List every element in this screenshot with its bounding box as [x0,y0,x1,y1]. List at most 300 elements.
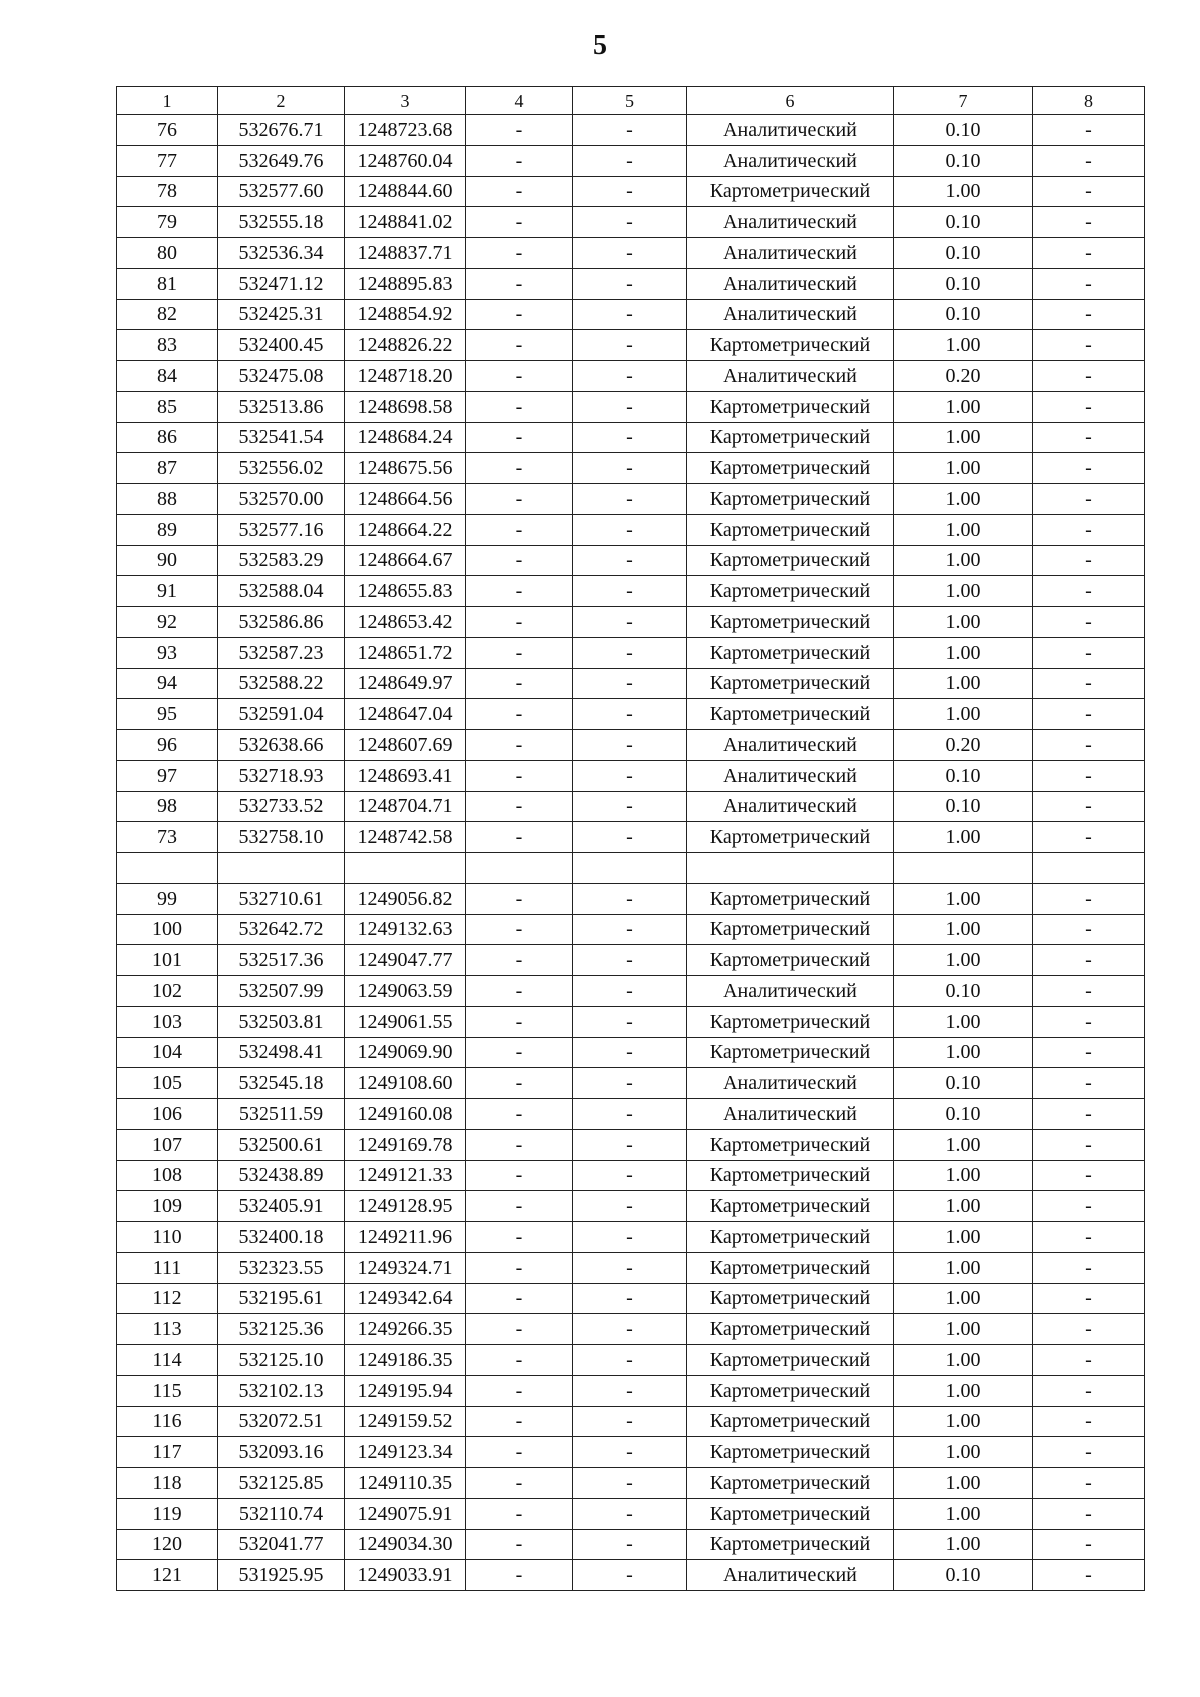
cell-col-8: - [1033,668,1145,699]
cell-col-8: - [1033,1437,1145,1468]
cell-col-4: - [466,1129,573,1160]
cell-y-coordinate: 1249195.94 [345,1375,466,1406]
cell-accuracy: 1.00 [894,1006,1033,1037]
cell-method: Картометрический [687,1375,894,1406]
cell-accuracy: 1.00 [894,176,1033,207]
cell-x-coordinate [218,853,345,884]
cell-point-number: 79 [117,207,218,238]
cell-accuracy: 1.00 [894,1129,1033,1160]
cell-method: Картометрический [687,422,894,453]
table-row [117,1252,1145,1283]
cell-col-4: - [466,607,573,638]
cell-point-number: 117 [117,1437,218,1468]
cell-accuracy: 0.10 [894,1560,1033,1591]
cell-col-8: - [1033,545,1145,576]
cell-col-5: - [573,361,687,392]
cell-method: Аналитический [687,361,894,392]
cell-point-number: 106 [117,1099,218,1130]
cell-col-5: - [573,1283,687,1314]
cell-accuracy: 1.00 [894,699,1033,730]
cell-col-4: - [466,514,573,545]
cell-x-coordinate: 532500.61 [218,1129,345,1160]
cell-col-5: - [573,1529,687,1560]
cell-y-coordinate: 1248698.58 [345,391,466,422]
cell-col-8: - [1033,791,1145,822]
cell-point-number: 111 [117,1252,218,1283]
cell-x-coordinate: 532471.12 [218,268,345,299]
cell-method: Аналитический [687,268,894,299]
table-row [117,115,1145,146]
cell-x-coordinate: 532577.60 [218,176,345,207]
cell-x-coordinate: 532195.61 [218,1283,345,1314]
cell-col-5: - [573,1345,687,1376]
cell-accuracy: 1.00 [894,576,1033,607]
table-row [117,545,1145,576]
cell-point-number: 105 [117,1068,218,1099]
cell-point-number: 116 [117,1406,218,1437]
cell-accuracy: 1.00 [894,668,1033,699]
cell-col-4: - [466,1160,573,1191]
cell-x-coordinate: 532556.02 [218,453,345,484]
cell-x-coordinate: 532513.86 [218,391,345,422]
table-row [117,176,1145,207]
cell-col-5: - [573,453,687,484]
cell-x-coordinate: 532323.55 [218,1252,345,1283]
cell-accuracy: 0.10 [894,145,1033,176]
cell-col-8: - [1033,268,1145,299]
cell-y-coordinate: 1249033.91 [345,1560,466,1591]
cell-y-coordinate: 1248653.42 [345,607,466,638]
cell-method: Картометрический [687,1406,894,1437]
cell-x-coordinate: 532591.04 [218,699,345,730]
cell-y-coordinate: 1248841.02 [345,207,466,238]
cell-method: Аналитический [687,115,894,146]
cell-method: Картометрический [687,1345,894,1376]
cell-point-number: 78 [117,176,218,207]
cell-accuracy: 1.00 [894,1406,1033,1437]
cell-y-coordinate: 1249266.35 [345,1314,466,1345]
cell-accuracy: 1.00 [894,1375,1033,1406]
cell-col-4: - [466,1222,573,1253]
cell-point-number: 101 [117,945,218,976]
cell-col-5: - [573,760,687,791]
table-row [117,1222,1145,1253]
cell-col-5: - [573,1375,687,1406]
cell-col-5: - [573,1560,687,1591]
cell-col-5: - [573,145,687,176]
cell-col-4: - [466,1437,573,1468]
cell-col-4: - [466,361,573,392]
cell-accuracy: 1.00 [894,1345,1033,1376]
cell-method: Картометрический [687,883,894,914]
cell-accuracy: 0.10 [894,299,1033,330]
cell-x-coordinate: 532072.51 [218,1406,345,1437]
cell-point-number: 94 [117,668,218,699]
table-row [117,822,1145,853]
cell-accuracy: 1.00 [894,453,1033,484]
cell-y-coordinate: 1248647.04 [345,699,466,730]
table-header-row [117,87,1145,115]
cell-col-8: - [1033,1099,1145,1130]
cell-col-8: - [1033,1560,1145,1591]
cell-accuracy: 1.00 [894,1252,1033,1283]
cell-method: Картометрический [687,484,894,515]
column-header-6: 6 [687,87,894,115]
table-row [117,668,1145,699]
cell-point-number: 99 [117,883,218,914]
cell-x-coordinate: 532125.36 [218,1314,345,1345]
cell-col-4: - [466,822,573,853]
cell-x-coordinate: 531925.95 [218,1560,345,1591]
cell-method: Картометрический [687,699,894,730]
cell-col-4: - [466,207,573,238]
cell-col-4: - [466,391,573,422]
cell-col-5: - [573,976,687,1007]
cell-y-coordinate: 1248723.68 [345,115,466,146]
cell-col-4: - [466,883,573,914]
cell-method: Картометрический [687,1129,894,1160]
cell-accuracy: 1.00 [894,391,1033,422]
cell-y-coordinate: 1249186.35 [345,1345,466,1376]
cell-point-number: 110 [117,1222,218,1253]
cell-col-8: - [1033,115,1145,146]
cell-y-coordinate: 1248664.67 [345,545,466,576]
cell-col-5: - [573,1406,687,1437]
cell-col-8: - [1033,484,1145,515]
table-row [117,145,1145,176]
cell-accuracy: 0.20 [894,730,1033,761]
cell-col-5: - [573,1498,687,1529]
cell-point-number: 120 [117,1529,218,1560]
cell-method: Картометрический [687,176,894,207]
cell-x-coordinate: 532570.00 [218,484,345,515]
table-row [117,1468,1145,1499]
cell-col-4: - [466,730,573,761]
cell-method: Картометрический [687,1191,894,1222]
cell-x-coordinate: 532638.66 [218,730,345,761]
table-row [117,330,1145,361]
cell-col-8: - [1033,1160,1145,1191]
cell-accuracy: 1.00 [894,1468,1033,1499]
cell-col-4: - [466,1037,573,1068]
cell-method: Аналитический [687,976,894,1007]
cell-accuracy: 1.00 [894,514,1033,545]
cell-accuracy: 0.10 [894,268,1033,299]
cell-accuracy: 0.20 [894,361,1033,392]
table-row [117,976,1145,1007]
cell-col-8: - [1033,1222,1145,1253]
cell-point-number: 86 [117,422,218,453]
cell-method: Картометрический [687,1283,894,1314]
cell-y-coordinate: 1249110.35 [345,1468,466,1499]
cell-col-4: - [466,1498,573,1529]
cell-point-number: 100 [117,914,218,945]
cell-col-8: - [1033,299,1145,330]
table-row [117,1068,1145,1099]
cell-col-5: - [573,1099,687,1130]
table-row [117,1099,1145,1130]
cell-col-4: - [466,1468,573,1499]
cell-method: Картометрический [687,668,894,699]
cell-col-4: - [466,484,573,515]
cell-x-coordinate: 532405.91 [218,1191,345,1222]
cell-y-coordinate: 1248844.60 [345,176,466,207]
cell-point-number: 93 [117,637,218,668]
cell-point-number: 77 [117,145,218,176]
cell-point-number: 82 [117,299,218,330]
cell-col-8: - [1033,238,1145,269]
cell-method: Картометрический [687,1529,894,1560]
cell-col-8: - [1033,699,1145,730]
cell-y-coordinate: 1249132.63 [345,914,466,945]
cell-col-5: - [573,422,687,453]
cell-y-coordinate: 1249128.95 [345,1191,466,1222]
cell-col-8: - [1033,976,1145,1007]
cell-method: Картометрический [687,1006,894,1037]
cell-point-number [117,853,218,884]
cell-accuracy: 0.10 [894,238,1033,269]
cell-point-number: 114 [117,1345,218,1376]
cell-method: Картометрический [687,1037,894,1068]
table-row [117,453,1145,484]
cell-method: Картометрический [687,1498,894,1529]
cell-col-5: - [573,1468,687,1499]
cell-col-4: - [466,330,573,361]
cell-accuracy: 0.10 [894,760,1033,791]
cell-col-8: - [1033,1468,1145,1499]
cell-col-5: - [573,1222,687,1253]
table-row [117,1375,1145,1406]
cell-y-coordinate: 1248704.71 [345,791,466,822]
cell-col-8: - [1033,1283,1145,1314]
cell-accuracy: 0.10 [894,1068,1033,1099]
cell-method: Аналитический [687,760,894,791]
cell-col-5: - [573,1191,687,1222]
cell-col-8: - [1033,607,1145,638]
cell-col-8: - [1033,330,1145,361]
cell-col-5: - [573,1068,687,1099]
cell-col-5: - [573,207,687,238]
cell-accuracy: 1.00 [894,1314,1033,1345]
cell-x-coordinate: 532438.89 [218,1160,345,1191]
cell-col-4: - [466,699,573,730]
cell-col-5: - [573,1037,687,1068]
cell-y-coordinate: 1249061.55 [345,1006,466,1037]
cell-col-4: - [466,145,573,176]
cell-col-8: - [1033,822,1145,853]
column-header-1: 1 [117,87,218,115]
cell-accuracy: 0.10 [894,791,1033,822]
cell-col-4: - [466,238,573,269]
cell-col-4: - [466,176,573,207]
cell-accuracy: 1.00 [894,883,1033,914]
cell-col-8: - [1033,1314,1145,1345]
cell-y-coordinate: 1248649.97 [345,668,466,699]
cell-x-coordinate: 532400.18 [218,1222,345,1253]
cell-col-5: - [573,668,687,699]
table-row [117,1498,1145,1529]
cell-col-5: - [573,514,687,545]
cell-x-coordinate: 532041.77 [218,1529,345,1560]
cell-col-8: - [1033,1191,1145,1222]
cell-x-coordinate: 532541.54 [218,422,345,453]
cell-accuracy: 1.00 [894,1283,1033,1314]
cell-col-8: - [1033,637,1145,668]
cell-method [687,853,894,884]
cell-col-8: - [1033,945,1145,976]
cell-col-4: - [466,1375,573,1406]
cell-col-8: - [1033,1345,1145,1376]
cell-accuracy: 1.00 [894,1037,1033,1068]
cell-col-5: - [573,391,687,422]
table-row [117,730,1145,761]
cell-col-5: - [573,637,687,668]
cell-col-5: - [573,176,687,207]
cell-col-8: - [1033,207,1145,238]
cell-col-8: - [1033,1498,1145,1529]
cell-col-4: - [466,945,573,976]
table-row [117,1283,1145,1314]
cell-accuracy: 0.10 [894,207,1033,238]
cell-col-4: - [466,422,573,453]
cell-method: Картометрический [687,1437,894,1468]
cell-col-8: - [1033,422,1145,453]
cell-col-4: - [466,976,573,1007]
table-row [117,1314,1145,1345]
table-row [117,1006,1145,1037]
cell-col-4: - [466,268,573,299]
cell-y-coordinate: 1248664.22 [345,514,466,545]
cell-col-4: - [466,1006,573,1037]
cell-y-coordinate: 1248675.56 [345,453,466,484]
cell-y-coordinate: 1248655.83 [345,576,466,607]
cell-col-5: - [573,238,687,269]
cell-point-number: 89 [117,514,218,545]
cell-y-coordinate: 1248684.24 [345,422,466,453]
table-row [117,1560,1145,1591]
coordinates-table [116,86,1145,1591]
cell-method: Картометрический [687,1160,894,1191]
cell-accuracy: 1.00 [894,637,1033,668]
cell-accuracy: 1.00 [894,1437,1033,1468]
cell-accuracy: 1.00 [894,1529,1033,1560]
cell-method: Картометрический [687,914,894,945]
table-row [117,1406,1145,1437]
cell-method: Картометрический [687,1222,894,1253]
cell-col-5: - [573,822,687,853]
cell-col-5: - [573,1437,687,1468]
column-header-3: 3 [345,87,466,115]
cell-x-coordinate: 532642.72 [218,914,345,945]
cell-y-coordinate: 1249121.33 [345,1160,466,1191]
cell-col-4: - [466,453,573,484]
cell-point-number: 121 [117,1560,218,1591]
table-row [117,1345,1145,1376]
cell-x-coordinate: 532511.59 [218,1099,345,1130]
cell-x-coordinate: 532475.08 [218,361,345,392]
table-row [117,422,1145,453]
cell-method: Аналитический [687,299,894,330]
column-header-5: 5 [573,87,687,115]
cell-point-number: 76 [117,115,218,146]
cell-point-number: 98 [117,791,218,822]
cell-col-5: - [573,576,687,607]
cell-point-number: 84 [117,361,218,392]
cell-point-number: 73 [117,822,218,853]
cell-y-coordinate: 1248693.41 [345,760,466,791]
cell-x-coordinate: 532507.99 [218,976,345,1007]
table-row [117,238,1145,269]
cell-point-number: 109 [117,1191,218,1222]
cell-y-coordinate: 1248760.04 [345,145,466,176]
table-row [117,1529,1145,1560]
cell-col-8: - [1033,1006,1145,1037]
cell-col-4 [466,853,573,884]
cell-col-4: - [466,1345,573,1376]
cell-x-coordinate: 532676.71 [218,115,345,146]
cell-y-coordinate: 1248854.92 [345,299,466,330]
table-row [117,637,1145,668]
cell-point-number: 104 [117,1037,218,1068]
cell-col-4: - [466,1099,573,1130]
table-row [117,760,1145,791]
cell-y-coordinate: 1249324.71 [345,1252,466,1283]
table-row [117,1191,1145,1222]
cell-y-coordinate: 1249342.64 [345,1283,466,1314]
cell-col-8: - [1033,1375,1145,1406]
cell-col-5: - [573,914,687,945]
cell-col-8: - [1033,1252,1145,1283]
cell-x-coordinate: 532588.04 [218,576,345,607]
cell-col-8: - [1033,361,1145,392]
table-row [117,853,1145,884]
cell-point-number: 92 [117,607,218,638]
cell-point-number: 85 [117,391,218,422]
cell-method: Аналитический [687,238,894,269]
cell-y-coordinate: 1248837.71 [345,238,466,269]
cell-accuracy: 1.00 [894,914,1033,945]
table-row [117,268,1145,299]
cell-col-5: - [573,1129,687,1160]
cell-y-coordinate: 1249123.34 [345,1437,466,1468]
cell-col-5: - [573,945,687,976]
cell-col-4: - [466,299,573,330]
cell-col-8: - [1033,453,1145,484]
cell-point-number: 119 [117,1498,218,1529]
cell-col-4: - [466,1252,573,1283]
cell-col-5: - [573,299,687,330]
cell-x-coordinate: 532586.86 [218,607,345,638]
cell-method: Картометрический [687,1314,894,1345]
cell-point-number: 108 [117,1160,218,1191]
cell-col-8: - [1033,883,1145,914]
cell-method: Картометрический [687,391,894,422]
cell-x-coordinate: 532649.76 [218,145,345,176]
cell-y-coordinate: 1249108.60 [345,1068,466,1099]
cell-accuracy: 1.00 [894,330,1033,361]
table-row [117,299,1145,330]
cell-col-8: - [1033,1406,1145,1437]
cell-col-5: - [573,699,687,730]
cell-x-coordinate: 532110.74 [218,1498,345,1529]
table-row [117,484,1145,515]
table-row [117,883,1145,914]
table-body [117,115,1145,1591]
cell-accuracy [894,853,1033,884]
column-header-2: 2 [218,87,345,115]
cell-col-5: - [573,883,687,914]
table-row [117,1160,1145,1191]
